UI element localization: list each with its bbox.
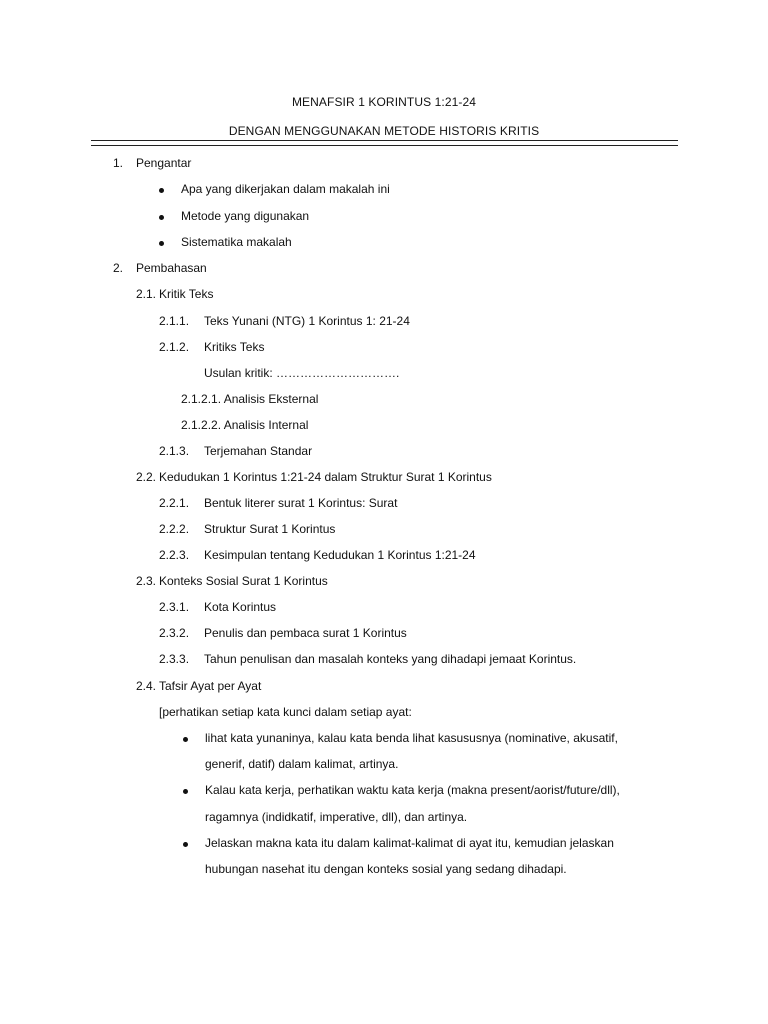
document-title: MENAFSIR 1 KORINTUS 1:21-24 [291, 95, 477, 109]
subsection-number: 2.3. [136, 574, 157, 588]
subsection-number: 2.2. [136, 470, 157, 484]
subsection-heading: Konteks Sosial Surat 1 Korintus [159, 574, 328, 588]
bullet-icon [159, 188, 164, 193]
bullet-icon [183, 789, 188, 794]
item-label: Bentuk literer surat 1 Korintus: Surat [204, 496, 398, 510]
usulan-kritik-line: Usulan kritik: …………………………. [204, 366, 400, 380]
item-label: Penulis dan pembaca surat 1 Korintus [204, 626, 407, 640]
item-number: 2.1.2. [159, 340, 190, 354]
instruction-line: hubungan nasehat itu dengan konteks sosial yang sedang dihadapi. [205, 862, 567, 876]
section-heading: Pengantar [136, 156, 192, 170]
item-label: Kritiks Teks [204, 340, 265, 354]
section-number: 2. [113, 261, 124, 275]
item-number: 2.3.1. [159, 600, 190, 614]
item-label: Struktur Surat 1 Korintus [204, 522, 336, 536]
list-item: Sistematika makalah [181, 235, 292, 249]
bullet-icon [183, 842, 188, 847]
instruction-line: generif, datif) dalam kalimat, artinya. [205, 757, 399, 771]
title-double-rule [91, 140, 678, 146]
item-number: 2.1.3. [159, 444, 190, 458]
item-number: 2.3.2. [159, 626, 190, 640]
subsection-heading: Kedudukan 1 Korintus 1:21-24 dalam Struktur Surat 1 Korintus [159, 470, 492, 484]
item-label: Teks Yunani (NTG) 1 Korintus 1: 21-24 [204, 314, 410, 328]
subsection-heading: Tafsir Ayat per Ayat [159, 679, 262, 693]
item-label: Kota Korintus [204, 600, 277, 614]
section-number: 1. [113, 156, 124, 170]
instruction-line: lihat kata yunaninya, kalau kata benda lihat kasususnya (nominative, akusatif, [205, 731, 618, 745]
bullet-icon [183, 737, 188, 742]
sub-item: 2.1.2.1. Analisis Eksternal [181, 392, 319, 406]
sub-item: 2.1.2.2. Analisis Internal [181, 418, 309, 432]
subsection-heading: Kritik Teks [159, 287, 214, 301]
instruction-line: Jelaskan makna kata itu dalam kalimat-kalimat di ayat itu, kemudian jelaskan [205, 836, 614, 850]
section-heading: Pembahasan [136, 261, 207, 275]
item-number: 2.1.1. [159, 314, 190, 328]
list-item: Apa yang dikerjakan dalam makalah ini [181, 182, 390, 196]
bullet-icon [159, 215, 164, 220]
item-number: 2.2.1. [159, 496, 190, 510]
item-number: 2.3.3. [159, 652, 190, 666]
item-number: 2.2.2. [159, 522, 190, 536]
list-item: Metode yang digunakan [181, 209, 310, 223]
subsection-number: 2.1. [136, 287, 157, 301]
instruction-intro: [perhatikan setiap kata kunci dalam setiap ayat: [159, 705, 412, 719]
item-label: Kesimpulan tentang Kedudukan 1 Korintus 1:21-24 [204, 548, 476, 562]
document-subtitle: DENGAN MENGGUNAKAN METODE HISTORIS KRITIS [228, 124, 540, 138]
instruction-line: Kalau kata kerja, perhatikan waktu kata kerja (makna present/aorist/future/dll), [205, 783, 620, 797]
item-number: 2.2.3. [159, 548, 190, 562]
instruction-line: ragamnya (indidkatif, imperative, dll), dan artinya. [205, 810, 468, 824]
item-label: Terjemahan Standar [204, 444, 313, 458]
subsection-number: 2.4. [136, 679, 157, 693]
item-label: Tahun penulisan dan masalah konteks yang dihadapi jemaat Korintus. [204, 652, 577, 666]
bullet-icon [159, 241, 164, 246]
